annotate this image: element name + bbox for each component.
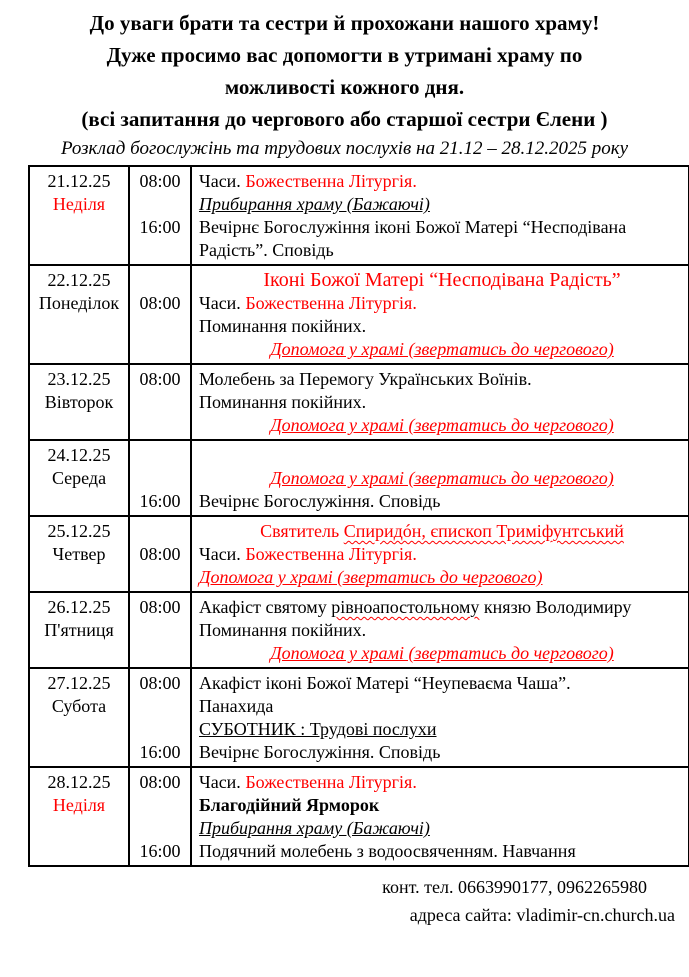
date-cell [29,767,129,866]
time-spacer [130,520,190,543]
service-line [199,718,685,741]
table-row [29,592,689,668]
service-line [199,619,685,642]
time-spacer [130,718,190,741]
time-label: 08:00 [139,369,181,389]
date-cell [29,592,129,668]
text-segment: Молебень за Перемогу Українських Воїнів. [199,369,532,389]
time-spacer [130,444,190,467]
date-cell [29,440,129,516]
services-cell [191,516,689,592]
time-cell [129,668,191,767]
text-segment: Подячний молебень з водоосвяченням. Навчання [199,841,576,861]
time-label: 08:00 [139,597,181,617]
text-segment: Поминання покійних. [199,316,367,336]
service-line [199,216,685,239]
service-line [199,414,685,437]
services-cell [191,767,689,866]
service-line [199,269,685,292]
time-label: 16:00 [139,217,181,237]
table-row [29,440,689,516]
weekday-label: Понеділок [38,293,120,313]
text-segment: Вечірнє Богослужіння. Сповідь [199,491,441,511]
time-label: 08:00 [139,772,181,792]
date-cell [29,265,129,364]
service-line [199,193,685,216]
service-line [199,467,685,490]
date-label: 22.12.25 [47,270,111,290]
text-segment: Допомога у храмі (звертатись до чергового) [270,415,614,435]
time-label: 16:00 [139,841,181,861]
time-label: 08:00 [139,171,181,191]
time-cell [129,767,191,866]
time-label: 16:00 [139,491,181,511]
text-segment: Божественна Літургія. [245,772,417,792]
text-segment: Допомога у храмі (звертатись до чергового) [270,468,614,488]
time-cell [129,265,191,364]
text-segment: Прибирання храму (Бажаючі) [199,194,430,214]
text-segment: Іконі Божої Матері “Несподівана Радість” [263,269,621,291]
weekday-label: Четвер [52,544,106,564]
time-spacer [130,193,190,216]
text-segment: Божественна Літургія. [245,544,417,564]
service-line [199,596,685,619]
text-segment: Спиридóн, єпископ Триміфунтський [343,521,624,541]
time-cell [129,516,191,592]
schedule-table-body [29,166,689,866]
text-segment: Акафіст іконі Божої Матері “Неупеваєма Чаша”. [199,673,571,693]
text-segment: рівноапостольному [331,597,480,617]
service-line [199,642,685,665]
weekday-label: Вівторок [44,392,114,412]
schedule-subtitle: Розклад богослужінь та трудових послухів на 21.12 – 28.12.2025 року [60,138,629,159]
service-line [199,315,685,338]
text-segment: Часи. [199,544,246,564]
header-line-3: можливості кожного дня. [224,75,465,99]
service-line [199,368,685,391]
date-cell [29,516,129,592]
time-cell [129,440,191,516]
table-row [29,364,689,440]
service-line [199,490,685,513]
text-segment: Поминання покійних. [199,392,367,412]
service-line [199,520,685,543]
time-label: 08:00 [139,293,181,313]
service-line [199,817,685,840]
time-spacer [130,794,190,817]
text-segment: Допомога у храмі (звертатись до чергового) [270,643,614,663]
service-line [199,672,685,695]
header-line-4: (всі запитання до чергового або старшої сестри Єлени ) [81,107,608,131]
time-spacer [130,269,190,292]
services-cell [191,265,689,364]
table-row [29,767,689,866]
text-segment: СУБОТНИК : Трудові послухи [199,719,437,739]
time-label: 08:00 [139,673,181,693]
service-line [199,840,685,863]
service-line [199,771,685,794]
time-label: 16:00 [139,742,181,762]
text-segment: Допомога у храмі (звертатись до чергового) [199,567,543,587]
contact-phones: конт. тел. 0663990177, 0962265980 [382,877,647,897]
service-line [199,444,685,467]
weekday-label: Середа [51,468,107,488]
service-line [199,170,685,193]
text-segment: Радість”. Сповідь [199,240,334,260]
header-line-1: До уваги брати та сестри й прохожани нашого храму! [89,11,600,35]
time-cell [129,166,191,265]
text-segment: Акафіст святому [199,597,332,617]
table-row [29,166,689,265]
footer-block [0,873,675,929]
service-line [199,292,685,315]
time-cell [129,592,191,668]
service-line [199,338,685,361]
date-label: 24.12.25 [47,445,111,465]
date-label: 21.12.25 [47,171,111,191]
services-cell [191,440,689,516]
text-segment: Допомога у храмі (звертатись до чергового) [270,339,614,359]
services-cell [191,166,689,265]
date-label: 26.12.25 [47,597,111,617]
table-row [29,265,689,364]
time-spacer [130,817,190,840]
table-row [29,668,689,767]
weekday-label: Неділя [52,194,106,214]
site-address: адреса сайта: vladimir-cn.church.ua [409,905,675,925]
service-line [199,695,685,718]
services-cell [191,668,689,767]
text-segment: Часи. [199,171,246,191]
date-label: 25.12.25 [47,521,111,541]
services-cell [191,364,689,440]
service-line [199,543,685,566]
service-line [199,566,685,589]
schedule-table [28,165,689,867]
date-label: 23.12.25 [47,369,111,389]
date-label: 28.12.25 [47,772,111,792]
text-segment: Благодійний Ярморок [199,795,380,815]
date-cell [29,166,129,265]
text-segment: Прибирання храму (Бажаючі) [199,818,430,838]
weekday-label: Неділя [52,795,106,815]
text-segment: Вечірнє Богослужіння іконі Божої Матері “Несподівана [199,217,627,237]
text-segment: Божественна Літургія. [245,171,417,191]
text-segment: Панахида [199,696,274,716]
header-block [0,0,689,162]
header-line-2: Дуже просимо вас допомогти в утримані храму по [106,43,583,67]
time-label: 08:00 [139,544,181,564]
text-segment: Часи. [199,293,246,313]
service-line [199,794,685,817]
text-segment: Божественна Літургія. [245,293,417,313]
date-label: 27.12.25 [47,673,111,693]
service-line [199,391,685,414]
weekday-label: П'ятниця [44,620,114,640]
text-segment: Поминання покійних. [199,620,367,640]
text-segment: Святитель [260,521,344,541]
services-cell [191,592,689,668]
table-row [29,516,689,592]
text-segment: Часи. [199,772,246,792]
date-cell [29,668,129,767]
time-spacer [130,467,190,490]
time-spacer [130,695,190,718]
date-cell [29,364,129,440]
text-segment: Вечірнє Богослужіння. Сповідь [199,742,441,762]
service-line [199,239,685,262]
service-line [199,741,685,764]
text-segment: князю Володимиру [479,597,632,617]
weekday-label: Субота [51,696,107,716]
time-cell [129,364,191,440]
